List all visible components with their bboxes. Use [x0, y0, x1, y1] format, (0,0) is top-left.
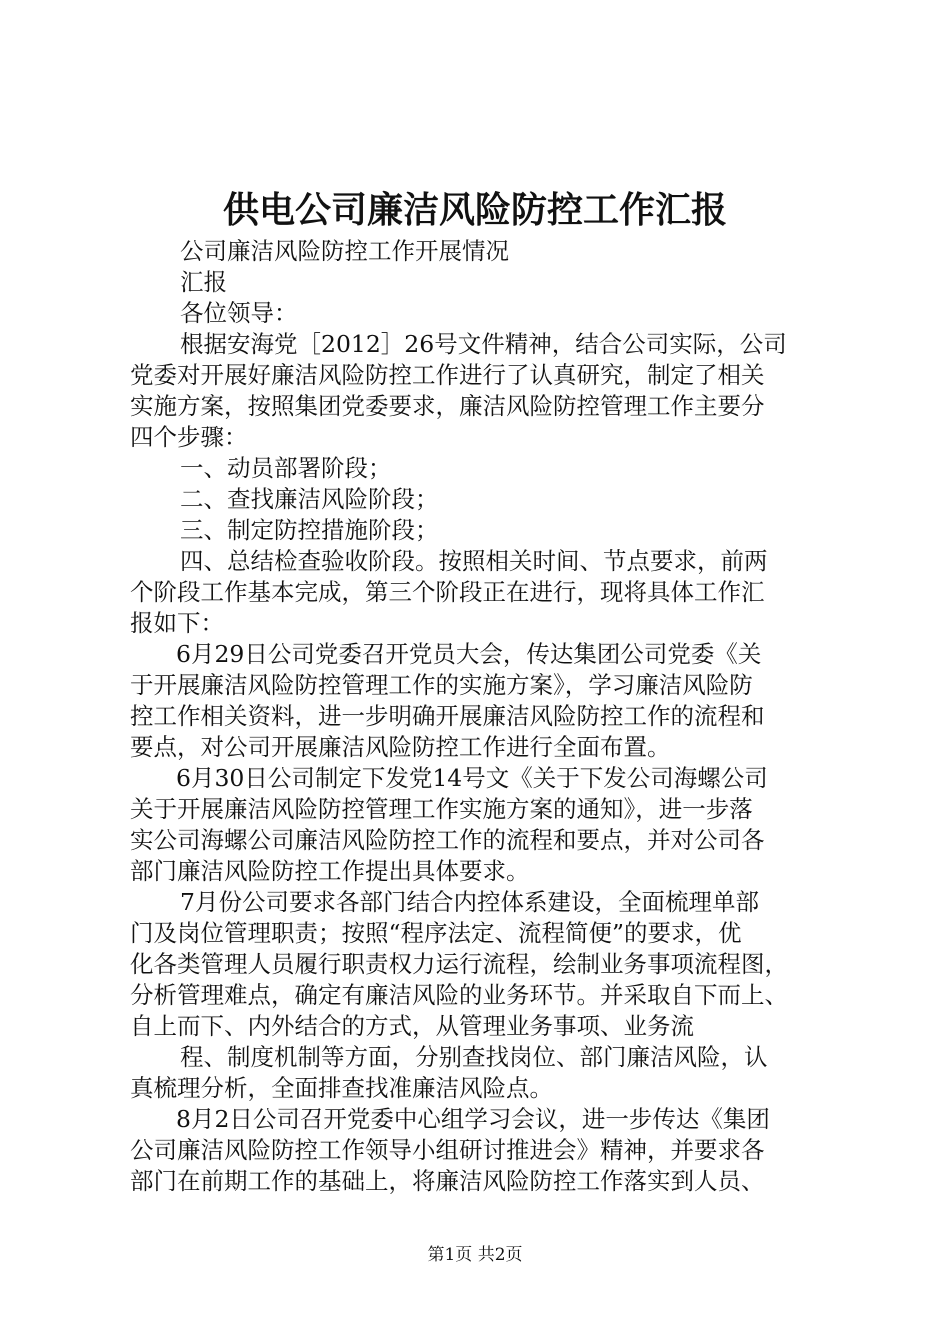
paragraph-line: 根据安海党［2012］26号文件精神，结合公司实际，公司	[180, 330, 787, 358]
paragraph-line: 程、制度机制等方面，分别查找岗位、部门廉洁风险，认	[180, 1043, 768, 1071]
paragraph-line: 报如下：	[130, 609, 224, 637]
paragraph-line: 公司廉洁风险防控工作领导小组研讨推进会》精神，并要求各	[130, 1136, 765, 1164]
page-number-footer: 第1页 共2页	[427, 1245, 523, 1265]
paragraph-line: 汇报	[180, 268, 227, 296]
paragraph-line: 要点，对公司开展廉洁风险防控工作进行全面布置。	[130, 733, 671, 761]
paragraph-line: 二、查找廉洁风险阶段；	[180, 485, 439, 513]
document-body	[130, 236, 830, 1197]
paragraph-line: 一、动员部署阶段；	[180, 454, 392, 482]
paragraph-line: 党委对开展好廉洁风险防控工作进行了认真研究，制定了相关	[130, 361, 765, 389]
paragraph-line: 于开展廉洁风险防控管理工作的实施方案》，学习廉洁风险防	[130, 671, 753, 699]
paragraph-line: 四个步骤：	[130, 423, 248, 451]
paragraph-line: 8月2日公司召开党委中心组学习会议，进一步传达《集团	[176, 1105, 770, 1133]
paragraph-line: 6月30日公司制定下发党14号文《关于下发公司海螺公司	[176, 764, 768, 792]
paragraph-line: 三、制定防控措施阶段；	[180, 516, 439, 544]
paragraph-line: 部门廉洁风险防控工作提出具体要求。	[130, 857, 530, 885]
paragraph-line: 真梳理分析，全面排查找准廉洁风险点。	[130, 1074, 553, 1102]
paragraph-line: 公司廉洁风险防控工作开展情况	[180, 237, 509, 265]
document-title: 供电公司廉洁风险防控工作汇报	[222, 189, 727, 231]
paragraph-line: 分析管理难点，确定有廉洁风险的业务环节。并采取自下而上、	[130, 981, 788, 1009]
paragraph-line: 控工作相关资料，进一步明确开展廉洁风险防控工作的流程和	[130, 702, 765, 730]
paragraph-line: 6月29日公司党委召开党员大会，传达集团公司党委《关	[176, 640, 762, 668]
paragraph-line: 实公司海螺公司廉洁风险防控工作的流程和要点，并对公司各	[130, 826, 765, 854]
paragraph-line: 关于开展廉洁风险防控管理工作实施方案的通知》，进一步落	[130, 795, 753, 823]
paragraph-line: 部门在前期工作的基础上，将廉洁风险防控工作落实到人员、	[130, 1167, 765, 1195]
paragraph-line: 实施方案，按照集团党委要求，廉洁风险防控管理工作主要分	[130, 392, 765, 420]
paragraph-line: 7月份公司要求各部门结合内控体系建设，全面梳理单部	[180, 888, 759, 916]
paragraph-line: 各位领导：	[180, 299, 298, 327]
paragraph-line: 个阶段工作基本完成，第三个阶段正在进行，现将具体工作汇	[130, 578, 765, 606]
paragraph-line: 化各类管理人员履行职责权力运行流程，绘制业务事项流程图，	[130, 950, 788, 978]
paragraph-line: 四、总结检查验收阶段。按照相关时间、节点要求，前两	[180, 547, 768, 575]
paragraph-line: 门及岗位管理职责；按照“程序法定、流程简便”的要求，优	[130, 919, 742, 947]
paragraph-line: 自上而下、内外结合的方式，从管理业务事项、业务流	[130, 1012, 694, 1040]
